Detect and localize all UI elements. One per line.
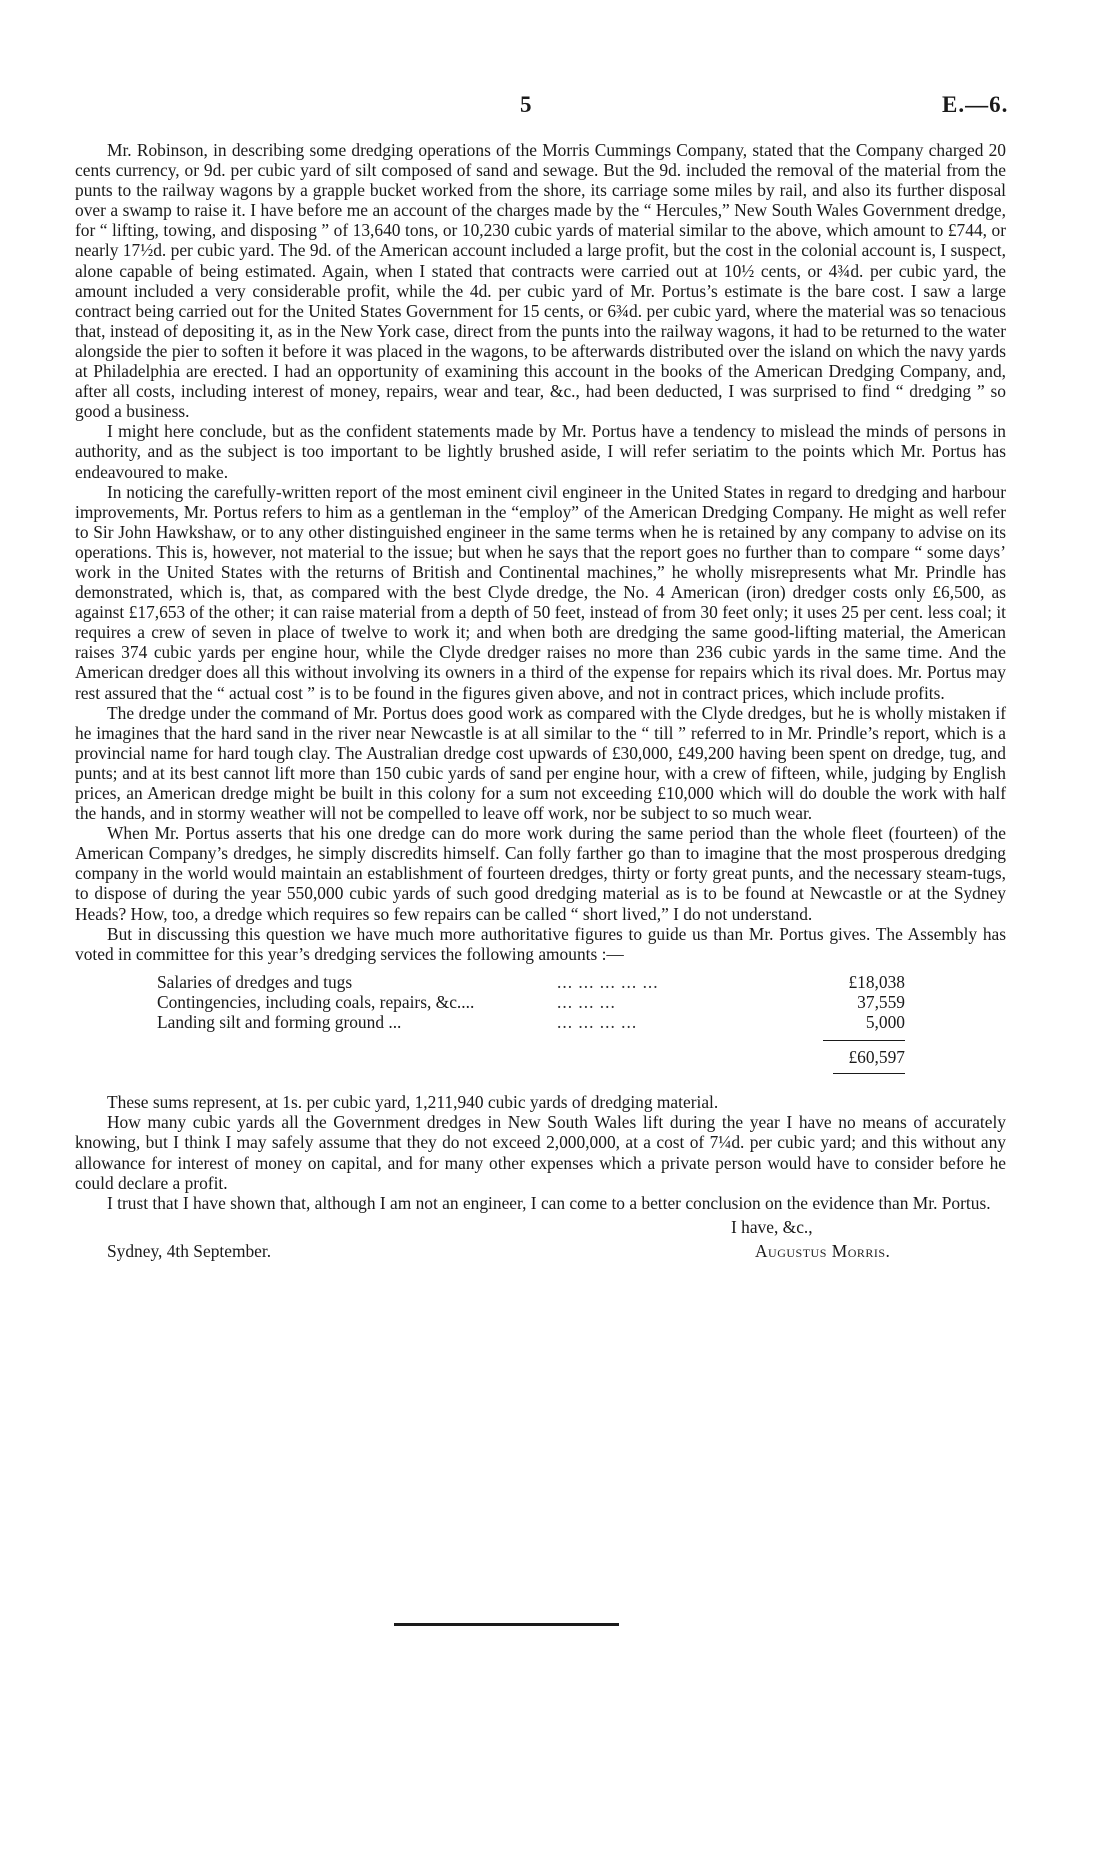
paragraph-prindle-report: In noticing the carefully-written report of the most eminent civil engineer in the United States in regard to dredging and harbour improvements, Mr. Portus refers to him as a gentleman in the “employ” of the American Dredging Company. He might as well refer to Sir John Hawkshaw, or to any other distinguished engineer in the same terms when he is retained by any company to advise on its operations. This is, however, not material to the issue; but when he says that the report goes no further than to compare “ some days’ work in the United States with the returns of British and Continental machines,” he wholly misrepresents what Mr. Prindle has demonstrated, which is, that, as compared with the best Clyde dredge, the No. 4 American (iron) dredger costs only £6,500, as against £17,653 of the other; it can raise material from a depth of 50 feet, instead of from 30 feet only; it uses 25 per cent. less coal; it requires a crew of seven in place of twelve to work it; and when both are dredging the same good-lifting material, the American raises 374 cubic yards per engine hour, while the Clyde dredger raises no more than 236 cubic yards in the same time. And the American dredger does all this without involving its owners in a third of the expense for repairs which its rival does. Mr. Portus may rest assured that the “ actual cost ” is to be found in the figures given above, and not in contract prices, which include profits.: [75, 481, 1006, 703]
leader-dots: ... ... ... ... ...: [557, 971, 659, 992]
letter-body: [75, 140, 1006, 1281]
place-date: Sydney, 4th September.: [107, 1240, 272, 1261]
amount-value: £18,038: [848, 971, 905, 992]
amount-value: 5,000: [865, 1012, 905, 1033]
table-total-row: [75, 1032, 905, 1074]
signature: Augustus Morris.: [755, 1240, 891, 1261]
paragraph-portus-dredge: The dredge under the command of Mr. Portus does good work as compared with the Clyde dredges, but he is wholly mistaken if he imagines that the hard sand in the river near Newcastle is at all similar to the “ till ” referred to in Mr. Prindle’s report, which is a provincial name for hard tough clay. The Australian dredge cost upwards of £30,000, £49,200 having been spent on dredge, tug, and punts; and at its best cannot lift more than 150 cubic yards of sand per engine hour, with a crew of fifteen, while, judging by English prices, an American dredge might be built in this colony for a sum not exceeding £10,000 which will do double the work with half the hands, and in stormy weather will not be compelled to leave off work, nor be subject to so much wear.: [75, 702, 1006, 824]
paragraph-might-conclude: I might here conclude, but as the confident statements made by Mr. Portus have a tendency to mislead the minds of persons in authority, and as the subject is too important to be lightly brushed aside, I will refer seriatim to the points which Mr. Portus has endeavoured to make.: [75, 421, 1006, 482]
end-rule: [394, 1623, 619, 1626]
page-number: 5: [520, 92, 532, 117]
paragraph-robinson-dredging: Mr. Robinson, in describing some dredging operations of the Morris Cummings Company, stated that the Company charged 20 cents currency, or 9d. per cubic yard of silt composed of sand and sewage. But the 9d. included the removal of the material from the punts to the railway wagons by a grapple bucket worked from the shore, its carriage some miles by rail, and also its further disposal over a swamp to raise it. I have before me an account of the charges made by the “ Hercules,” New South Wales Government dredge, for “ lifting, towing, and disposing ” of 13,640 tons, or 10,230 cubic yards of material similar to the above, which amount to £744, or nearly 17½d. per cubic yard. The 9d. of the American account included a large profit, but the cost in the colonial account is, I suspect, alone capable of being estimated. Again, when I stated that contracts were carried out at 10½ cents, or 4¾d. per cubic yard, the amount included a very considerable profit, while the 4d. per cubic yard of Mr. Portus’s estimate is the bare cost. I saw a large contract being carried out for the United States Government for 15 cents, or 6¾d. per cubic yard, where the material was so tenacious that, instead of depositing it, as in the New York case, direct from the punts into the railway wagons, it had to be returned to the water alongside the pier to soften it before it was placed in the wagons, to be afterwards distributed over the island on which the navy yards at Philadelphia are erected. I had an opportunity of examining this account in the books of the American Dredging Company, and, after all costs, including interest of money, repairs, wear and tear, &c., had been deducted, I was surprised to find “ dredging ” so good a business.: [75, 140, 1006, 422]
amount-total: £60,597: [848, 1047, 905, 1068]
paragraph-authoritative-figures: But in discussing this question we have much more authoritative figures to guide us than Mr. Portus gives. The Assembly has voted in committee for this year’s dredging services the following amounts :—: [75, 923, 1006, 964]
page-header: [0, 92, 1114, 122]
amount-label: Contingencies, including coals, repairs, &c....: [157, 991, 475, 1012]
paragraph-portus-assertion: When Mr. Portus asserts that his one dredge can do more work during the same period than the whole fleet (fourteen) of the American Company’s dredges, he simply discredits himself. Can folly farther go than to imagine that the most prosperous dredging company in the world would maintain an establishment of fourteen dredges, thirty or forty great punts, and the necessary steam-tugs, to dispose of during the year 550,000 cubic yards of such good dredging material as is to be found at Newcastle or at the Sydney Heads? How, too, a dredge which requires so few repairs can be called “ short lived,” I do not understand.: [75, 823, 1006, 924]
total-rule-top: [823, 1040, 905, 1041]
total-rule-bottom: [833, 1073, 905, 1074]
table-row: [75, 992, 905, 1012]
signoff-block: [75, 1217, 1006, 1281]
leader-dots: ... ... ... ...: [557, 1012, 638, 1033]
leader-dots: ... ... ...: [557, 991, 616, 1012]
amount-label: Landing silt and forming ground ...: [157, 1012, 402, 1033]
paragraph-sums-represent: These sums represent, at 1s. per cubic yard, 1,211,940 cubic yards of dredging material.: [107, 1092, 719, 1113]
amount-label: Salaries of dredges and tugs: [157, 971, 353, 992]
table-row: [75, 1012, 905, 1032]
paragraph-trust: I trust that I have shown that, although I am not an engineer, I can come to a better conclusion on the evidence than Mr. Portus.: [107, 1192, 991, 1213]
page-reference: E.—6.: [942, 92, 1009, 117]
amounts-table: [75, 972, 905, 1074]
paragraph-how-many-yards: How many cubic yards all the Government dredges in New South Wales lift during the year I have no means of accurately knowing, but I think I may safely assume that they do not exceed 2,000,000, at a cost of 7¼d. per cubic yard; and this without any allowance for interest of money on capital, and for many other expenses which a private person would have to consider before he could declare a profit.: [75, 1112, 1006, 1193]
table-row: [75, 972, 905, 992]
amount-value: 37,559: [857, 991, 905, 1012]
closing-salutation: I have, &c.,: [731, 1216, 813, 1237]
